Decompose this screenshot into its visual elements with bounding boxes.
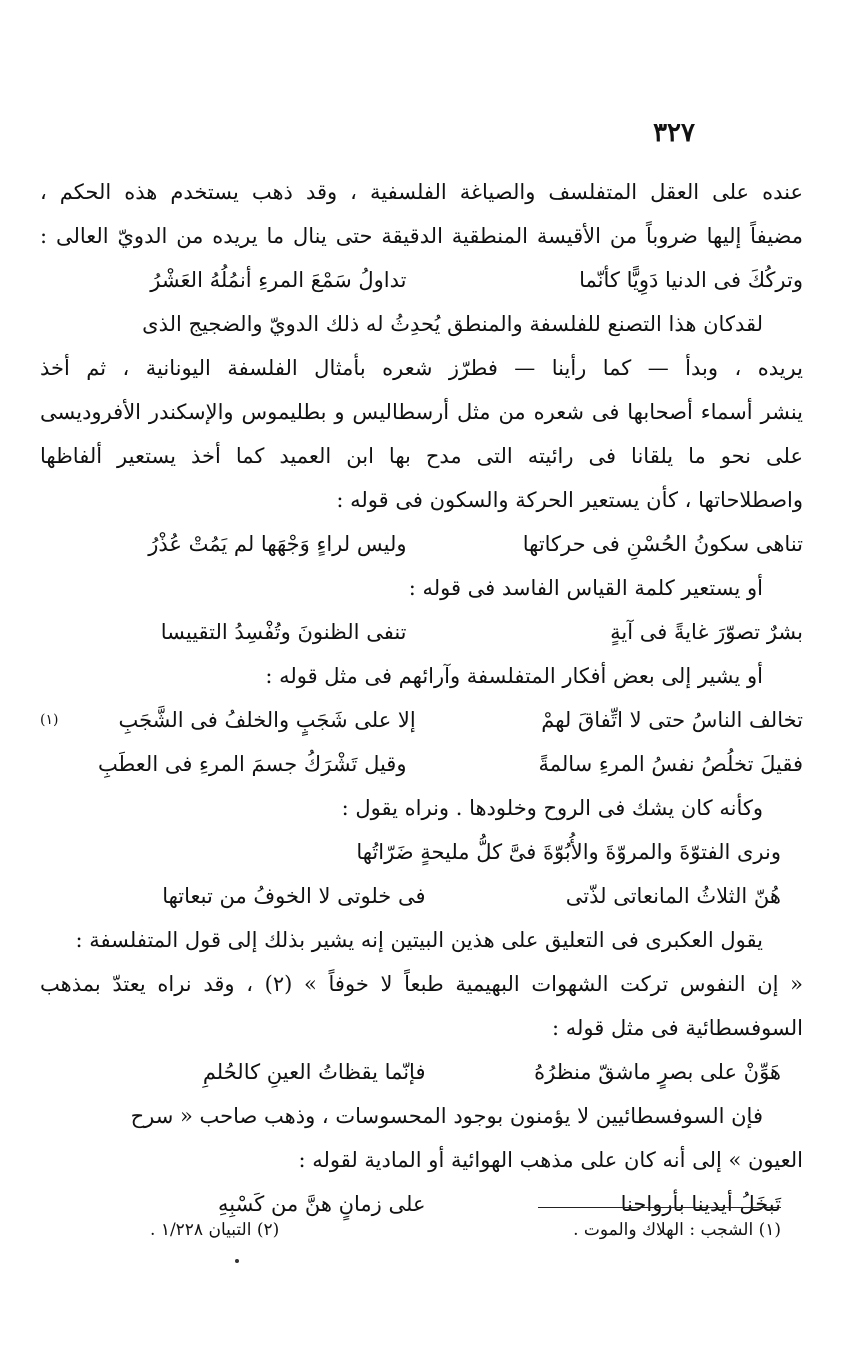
poetry-verse (40, 874, 803, 918)
prose-line: لقدكان هذا التصنع للفلسفة والمنطق يُحدِثُ له ذلك الدويّ والضجيج الذى (142, 312, 763, 336)
verse-second-hemistich: فى خلوتى لا الخوفُ من تبعاتها (162, 884, 426, 908)
verse-first-hemistich: هَوِّنْ على بصرٍ ماشقّ منظرُهُ (534, 1060, 781, 1084)
prose-line: يريده ، وبدأ — كما رأينا — فطرّز شعره بأمثال الفلسفة اليونانية ، ثم أخذ (40, 356, 803, 380)
prose-line: عنده على العقل المتفلسف والصياغة الفلسفية ، وقد ذهب يستخدم هذه الحكم ، (40, 180, 803, 204)
poetry-verse (40, 1050, 803, 1094)
prose-line: وكأنه كان يشك فى الروح وخلودها . ونراه يقول : (341, 796, 763, 820)
verse-first-hemistich: فقيلَ تخلُصُ نفسُ المرءِ سالمةً (538, 752, 803, 776)
page-speck (235, 1259, 239, 1263)
verse-first-hemistich: تناهى سكونُ الحُسْنِ فى حركاتها (522, 532, 803, 556)
footnotes (150, 1215, 781, 1245)
prose-line: يقول العكبرى فى التعليق على هذين البيتين إنه يشير بذلك إلى قول المتفلسفة : (75, 928, 763, 952)
poetry-verse (40, 610, 803, 654)
prose-line: السوفسطائية فى مثل قوله : (551, 1016, 803, 1040)
prose-line: على نحو ما يلقانا فى رائيته التى مدح بها ابن العميد كما أخذ يستعير ألفاظها (40, 444, 803, 468)
verse-first-hemistich: هُنّ الثلاثُ المانعاتى لذّتى (565, 884, 781, 908)
page-number: ٣٢٧ (653, 118, 695, 148)
verse-second-hemistich: تنفى الظنونَ وتُفْسِدُ التقييسا (160, 620, 407, 644)
prose-line: مضيفاً إليها ضروباً من الأقيسة المنطقية الدقيقة حتى ينال ما يريده من الدويّ العالى : (40, 224, 803, 248)
prose-line: أو يستعير كلمة القياس الفاسد فى قوله : (408, 576, 763, 600)
prose-line: العيون » إلى أنه كان على مذهب الهوائية أو المادية لقوله : (298, 1148, 803, 1172)
verse-first-hemistich: تَبخَلُ أيدينا بأرواحنا (620, 1192, 781, 1216)
verse-first-hemistich: تخالف الناسُ حتى لا اتِّفاقَ لهمْ (541, 708, 803, 732)
verse-first-hemistich: وتركُكَ فى الدنيا دَوِيًّا كأنّما (579, 268, 803, 292)
prose-line: أو يشير إلى بعض أفكار المتفلسفة وآرائهم فى مثل قوله : (265, 664, 763, 688)
footnote-divider (538, 1207, 781, 1208)
verse-second-hemistich: إلا على شَجَبٍ والخلفُ فى الشَّجَبِ (118, 708, 416, 732)
poetry-verse (40, 830, 803, 874)
verse-second-hemistich: على زمانٍ هنَّ من كَسْبِهِ (217, 1192, 426, 1216)
prose-line: واصطلاحاتها ، كأن يستعير الحركة والسكون فى قوله : (336, 488, 803, 512)
footnote-1: (١) الشجب : الهلاك والموت . (573, 1220, 781, 1240)
verse-first-hemistich: بشرٌ تصوّرَ غايةً فى آيةٍ (610, 620, 803, 644)
verse-second-hemistich (100, 830, 356, 874)
verse-second-hemistich: وليس لراءٍ وَجْهَها لم يَمُتْ عُذْرُ (148, 532, 407, 556)
footnote-2: (٢) التبيان ١/٢٢٨ . (150, 1220, 280, 1240)
prose-line: فإن السوفسطائيين لا يؤمنون بوجود المحسوسات ، وذهب صاحب « سرح (130, 1104, 763, 1128)
verse-first-hemistich: ونرى الفتوّةَ والمروّةَ والأُبُوّةَ فىَّ كلُّ مليحةٍ ضَرّاتُها (356, 840, 781, 864)
prose-line: « إن النفوس تركت الشهوات البهيمية طبعاً لا خوفاً » (٢) ، وقد نراه يعتدّ بمذهب (40, 972, 804, 996)
footnote-marker: (١) (40, 712, 59, 728)
prose-line: ينشر أسماء أصحابها فى شعره من مثل أرسطاليس و بطليموس والإسكندر الأفروديسى (40, 400, 803, 424)
verse-second-hemistich: فإنّما يقظاتُ العينِ كالحُلمِ (202, 1060, 426, 1084)
poetry-verse (40, 742, 803, 786)
poetry-verse (40, 258, 803, 302)
verse-second-hemistich: تداولُ سَمْعَ المرءِ أنمُلُهُ العَشْرُ (150, 268, 407, 292)
poetry-verse (40, 698, 803, 742)
body-text (40, 170, 803, 1226)
poetry-verse (40, 522, 803, 566)
verse-second-hemistich: وقيل تَشْرَكُ جسمَ المرءِ فى العطَبِ (97, 752, 407, 776)
